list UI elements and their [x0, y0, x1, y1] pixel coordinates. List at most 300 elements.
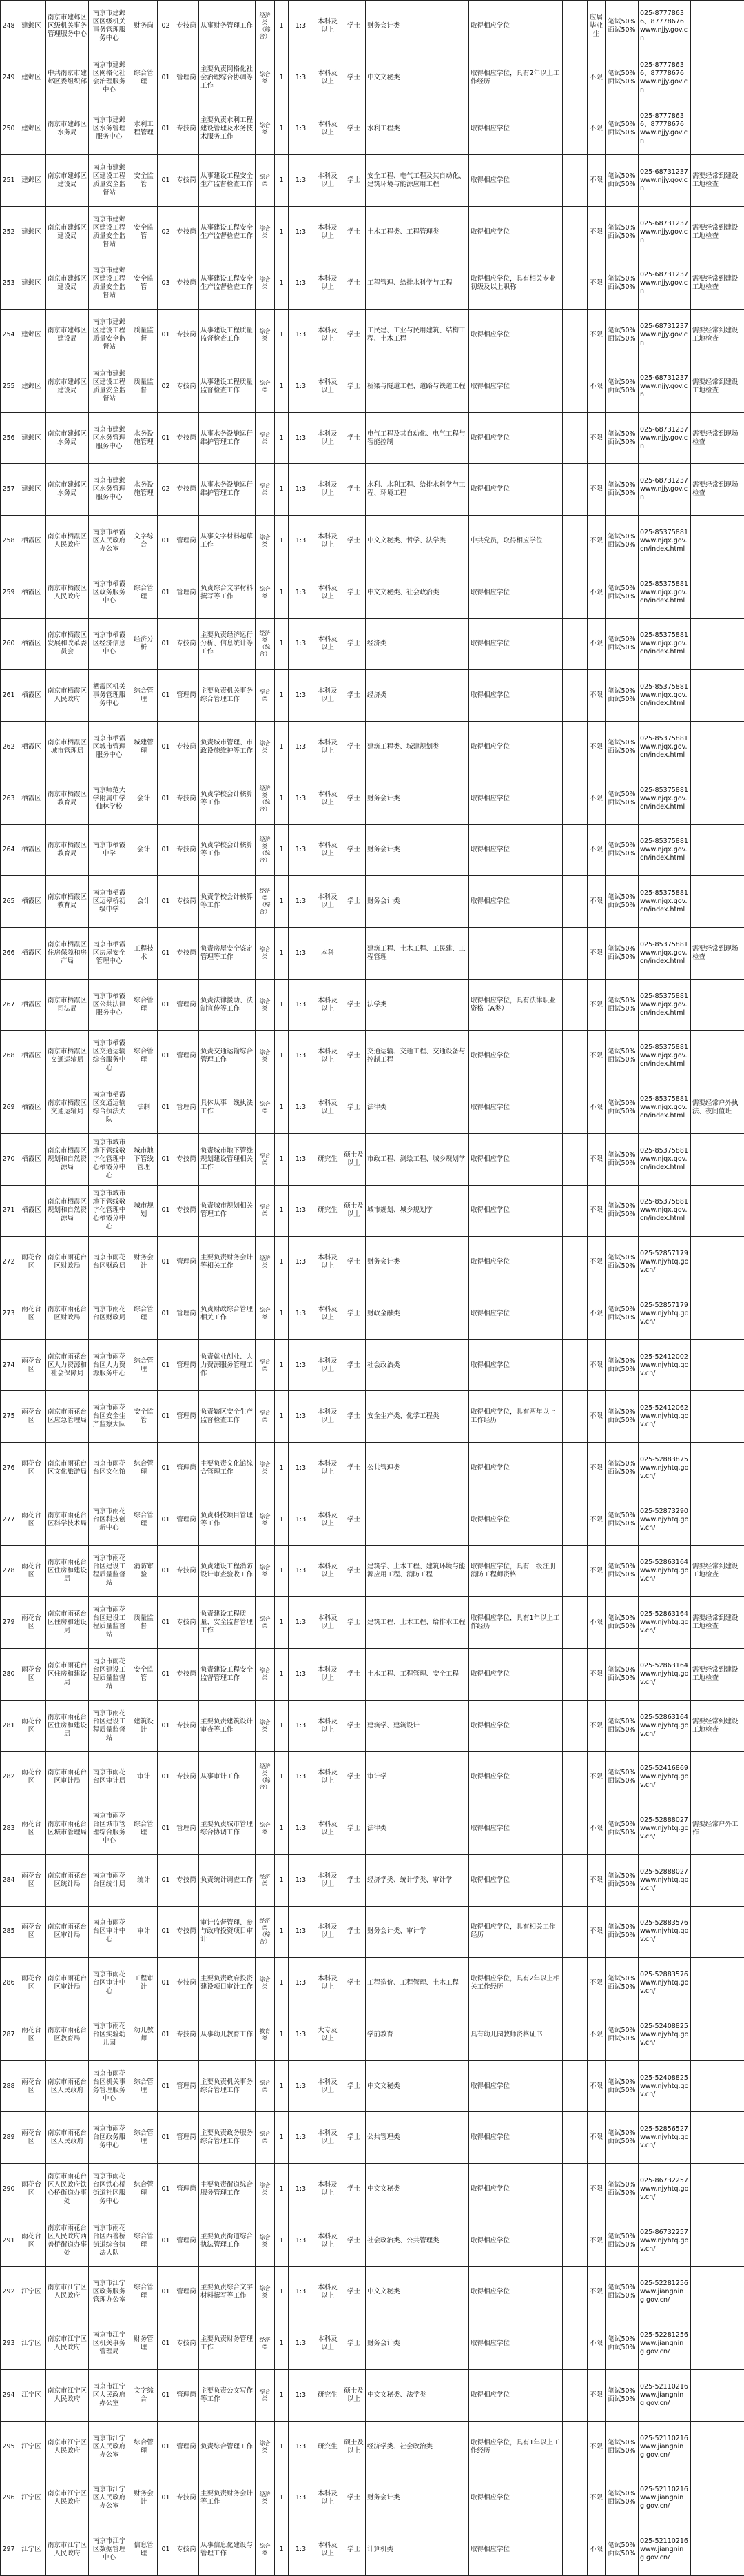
degree-cell: 学士 — [342, 155, 366, 207]
duty-cell: 负责就业创业、人力资源服务管理工作 — [199, 1339, 256, 1391]
employer-cell: 南京市栖霞区教育局 — [46, 876, 89, 928]
exam-category-cell: 综合类 — [256, 412, 275, 464]
duty-cell: 负责建设工程质量、安全监督管理工作 — [199, 1597, 256, 1649]
table-row — [1, 206, 744, 258]
scope-cell: 不限 — [588, 1700, 606, 1752]
position-type-cell: 专技岗 — [174, 773, 199, 824]
contact-cell: 025-52888027 www.njyhtq.gov.cn/ — [639, 1854, 691, 1906]
headcount-cell: 1 — [275, 1597, 289, 1649]
requirements-cell: 取得相应学位 — [469, 2524, 563, 2576]
ratio-cell: 1:3 — [289, 516, 313, 567]
district-cell: 建邺区 — [17, 412, 46, 464]
employer-cell: 南京市江宁区人民政府 — [46, 2370, 89, 2422]
position-code-cell: 02 — [158, 464, 174, 516]
district-cell: 雨花台区 — [17, 1649, 46, 1701]
employer-cell: 中共南京市建邺区委组织部 — [46, 52, 89, 103]
exam-category-cell: 经济类（综合） — [256, 876, 275, 928]
age-cell — [563, 52, 588, 103]
contact-cell: 025-87778636、87778676 www.njjy.gov.cn — [639, 1, 691, 52]
row-number-cell: 290 — [1, 2164, 17, 2215]
education-cell: 本科及以上 — [313, 2318, 342, 2370]
contact-cell: 025-85375881 www.njqx.gov.cn/index.html — [639, 567, 691, 618]
requirements-cell: 取得相应学位 — [469, 2060, 563, 2112]
scope-cell: 不限 — [588, 1391, 606, 1443]
note-cell: 需要经常到建设工地检查 — [691, 310, 744, 361]
table-row — [1, 1082, 744, 1134]
exam-method-cell: 笔试50% 面试50% — [606, 1133, 639, 1185]
district-cell: 江宁区 — [17, 2318, 46, 2370]
position-code-cell: 01 — [158, 567, 174, 618]
ratio-cell: 1:3 — [289, 206, 313, 258]
requirements-cell: 取得相应学位，具有1年以上工作经历 — [469, 1597, 563, 1649]
degree-cell: 硕士及以上 — [342, 2421, 366, 2473]
headcount-cell: 1 — [275, 979, 289, 1031]
department-cell: 南京市栖霞区人民政府办公室 — [89, 516, 130, 567]
table-row — [1, 2473, 744, 2524]
scope-cell: 不限 — [588, 722, 606, 773]
age-cell — [563, 876, 588, 928]
table-row — [1, 1391, 744, 1443]
degree-cell: 硕士及以上 — [342, 1133, 366, 1185]
exam-method-cell: 笔试50% 面试50% — [606, 1906, 639, 1958]
education-cell: 本科 — [313, 927, 342, 979]
note-cell — [691, 2112, 744, 2164]
position-code-cell: 01 — [158, 1854, 174, 1906]
employer-cell: 南京市栖霞区发展和改革委员会 — [46, 618, 89, 670]
row-number-cell: 287 — [1, 2009, 17, 2061]
major-cell: 财务会计类 — [366, 876, 469, 928]
exam-category-cell: 经济类（综合） — [256, 824, 275, 876]
requirements-cell: 取得相应学位 — [469, 824, 563, 876]
position-code-cell: 03 — [158, 258, 174, 310]
education-cell: 本科及以上 — [313, 1649, 342, 1701]
scope-cell: 不限 — [588, 2215, 606, 2266]
table-row — [1, 2524, 744, 2576]
note-cell: 需要经常户外执法、夜间值班 — [691, 1082, 744, 1134]
position-name-cell: 工程审计 — [130, 1958, 158, 2009]
department-cell: 南京师范大学附属中学仙林学校 — [89, 773, 130, 824]
education-cell: 本科及以上 — [313, 670, 342, 722]
table-row — [1, 464, 744, 516]
exam-category-cell: 综合类 — [256, 1185, 275, 1237]
degree-cell: 学士 — [342, 1494, 366, 1545]
position-code-cell: 02 — [158, 1, 174, 52]
headcount-cell: 1 — [275, 1906, 289, 1958]
district-cell: 雨花台区 — [17, 1803, 46, 1855]
exam-method-cell: 笔试50% 面试50% — [606, 1545, 639, 1597]
age-cell — [563, 1082, 588, 1134]
row-number-cell: 271 — [1, 1185, 17, 1237]
degree-cell: 学士 — [342, 412, 366, 464]
ratio-cell: 1:3 — [289, 412, 313, 464]
major-cell: 财政金融类 — [366, 1288, 469, 1339]
position-type-cell: 专技岗 — [174, 361, 199, 413]
education-cell: 本科及以上 — [313, 979, 342, 1031]
scope-cell: 不限 — [588, 1031, 606, 1082]
degree-cell: 学士 — [342, 206, 366, 258]
department-cell: 南京市雨花台区人力资源服务中心 — [89, 1339, 130, 1391]
position-type-cell: 管理岗 — [174, 2215, 199, 2266]
degree-cell: 学士 — [342, 1803, 366, 1855]
row-number-cell: 249 — [1, 52, 17, 103]
age-cell — [563, 155, 588, 207]
age-cell — [563, 722, 588, 773]
headcount-cell: 1 — [275, 1339, 289, 1391]
position-type-cell: 管理岗 — [174, 1237, 199, 1288]
department-cell: 南京市建邺区建设工程质量安全监督站 — [89, 258, 130, 310]
requirements-cell: 取得相应学位 — [469, 2473, 563, 2524]
district-cell: 建邺区 — [17, 52, 46, 103]
headcount-cell: 1 — [275, 2112, 289, 2164]
age-cell — [563, 1339, 588, 1391]
degree-cell: 学士 — [342, 361, 366, 413]
degree-cell: 学士 — [342, 1082, 366, 1134]
row-number-cell: 273 — [1, 1288, 17, 1339]
requirements-cell: 中共党员，取得相应学位 — [469, 516, 563, 567]
position-type-cell: 管理岗 — [174, 2370, 199, 2422]
ratio-cell: 1:3 — [289, 1031, 313, 1082]
position-name-cell: 城市地下管线管理 — [130, 1133, 158, 1185]
degree-cell: 学士 — [342, 1958, 366, 2009]
position-type-cell: 管理岗 — [174, 1803, 199, 1855]
duty-cell: 负责学校会计核算等工作 — [199, 824, 256, 876]
department-cell: 南京市雨花台区文化馆 — [89, 1443, 130, 1494]
headcount-cell: 1 — [275, 1700, 289, 1752]
exam-category-cell: 经济类（综合） — [256, 618, 275, 670]
position-code-cell: 01 — [158, 722, 174, 773]
age-cell — [563, 1494, 588, 1545]
age-cell — [563, 2473, 588, 2524]
headcount-cell: 1 — [275, 1185, 289, 1237]
duty-cell: 主要负责水利工程建设管理及水务技术服务工作 — [199, 103, 256, 155]
degree-cell: 学士 — [342, 1443, 366, 1494]
scope-cell: 不限 — [588, 567, 606, 618]
note-cell: 需要经常到现场检查 — [691, 464, 744, 516]
row-number-cell: 252 — [1, 206, 17, 258]
headcount-cell: 1 — [275, 1391, 289, 1443]
note-cell — [691, 1185, 744, 1237]
headcount-cell: 1 — [275, 206, 289, 258]
exam-method-cell: 笔试50% 面试50% — [606, 722, 639, 773]
requirements-cell: 取得相应学位 — [469, 464, 563, 516]
position-type-cell: 专技岗 — [174, 618, 199, 670]
employer-cell: 南京市雨花台区住房和建设局 — [46, 1700, 89, 1752]
department-cell: 南京市雨花台区财政局 — [89, 1237, 130, 1288]
contact-cell: 025-52412062 www.njyhtq.gov.cn/ — [639, 1391, 691, 1443]
district-cell: 雨花台区 — [17, 1443, 46, 1494]
department-cell: 南京市雨花台区政务服务中心 — [89, 2112, 130, 2164]
row-number-cell: 293 — [1, 2318, 17, 2370]
exam-method-cell: 笔试50% 面试50% — [606, 2370, 639, 2422]
row-number-cell: 267 — [1, 979, 17, 1031]
duty-cell: 负责建设工程安全监督管理工作 — [199, 1649, 256, 1701]
district-cell: 江宁区 — [17, 2370, 46, 2422]
exam-category-cell: 综合类 — [256, 2112, 275, 2164]
district-cell: 建邺区 — [17, 103, 46, 155]
age-cell — [563, 206, 588, 258]
major-cell: 中文文秘类、法学类 — [366, 2370, 469, 2422]
position-code-cell: 01 — [158, 1906, 174, 1958]
position-name-cell: 建筑设计 — [130, 1700, 158, 1752]
department-cell: 南京市江宁区机关事务管理局 — [89, 2318, 130, 2370]
position-name-cell: 法制 — [130, 1082, 158, 1134]
position-type-cell: 专技岗 — [174, 258, 199, 310]
major-cell: 交通运输、交通工程、交通设备与控制工程 — [366, 1031, 469, 1082]
requirements-cell: 取得相应学位 — [469, 1494, 563, 1545]
table-row — [1, 2370, 744, 2422]
requirements-cell: 取得相应学位 — [469, 1443, 563, 1494]
ratio-cell: 1:3 — [289, 1237, 313, 1288]
employer-cell: 南京市栖霞区交通运输局 — [46, 1082, 89, 1134]
position-type-cell: 专技岗 — [174, 412, 199, 464]
position-type-cell: 专技岗 — [174, 2009, 199, 2061]
scope-cell: 不限 — [588, 155, 606, 207]
headcount-cell: 1 — [275, 2215, 289, 2266]
requirements-cell: 取得相应学位 — [469, 1649, 563, 1701]
department-cell: 南京市雨花台区铁心桥街道社区服务中心 — [89, 2164, 130, 2215]
contact-cell: 025-52857179 www.njyhtq.gov.cn/ — [639, 1237, 691, 1288]
employer-cell: 南京市雨花台区人民政府 — [46, 2060, 89, 2112]
department-cell: 南京市江宁区人民政府办公室 — [89, 2421, 130, 2473]
requirements-cell: 取得相应学位 — [469, 206, 563, 258]
row-number-cell: 276 — [1, 1443, 17, 1494]
exam-method-cell: 笔试50% 面试50% — [606, 52, 639, 103]
exam-method-cell: 笔试50% 面试50% — [606, 979, 639, 1031]
contact-cell: 025-68731237 www.njjy.gov.cn — [639, 155, 691, 207]
major-cell: 财务会计类 — [366, 824, 469, 876]
contact-cell: 025-52408825 www.njyhtq.gov.cn/ — [639, 2009, 691, 2061]
duty-cell: 主要负责机关事务综合管理工作 — [199, 670, 256, 722]
employer-cell: 南京市江宁区人民政府 — [46, 2318, 89, 2370]
major-cell: 法律类 — [366, 1803, 469, 1855]
headcount-cell: 1 — [275, 1958, 289, 2009]
duty-cell: 负责城市管理、市政设施维护等工作 — [199, 722, 256, 773]
exam-method-cell: 笔试50% 面试50% — [606, 2524, 639, 2576]
scope-cell: 不限 — [588, 2060, 606, 2112]
note-cell — [691, 2421, 744, 2473]
requirements-cell: 取得相应学位 — [469, 670, 563, 722]
exam-method-cell: 笔试50% 面试50% — [606, 1443, 639, 1494]
duty-cell: 从事水务设施运行维护管理工作 — [199, 464, 256, 516]
position-name-cell: 质量监督 — [130, 361, 158, 413]
department-cell: 南京市栖霞中学 — [89, 824, 130, 876]
headcount-cell: 1 — [275, 1494, 289, 1545]
department-cell: 南京市建邺区网格化社会治理服务中心 — [89, 52, 130, 103]
position-name-cell: 会计 — [130, 876, 158, 928]
headcount-cell: 1 — [275, 155, 289, 207]
department-cell: 南京市江宁区数据管理中心 — [89, 2524, 130, 2576]
position-type-cell: 专技岗 — [174, 824, 199, 876]
exam-method-cell: 笔试50% 面试50% — [606, 1237, 639, 1288]
district-cell: 雨花台区 — [17, 1597, 46, 1649]
age-cell — [563, 2215, 588, 2266]
district-cell: 栖霞区 — [17, 1185, 46, 1237]
scope-cell: 不限 — [588, 618, 606, 670]
note-cell — [691, 773, 744, 824]
contact-cell: 025-52883875 www.njyhtq.gov.cn/ — [639, 1443, 691, 1494]
exam-category-cell: 综合类 — [256, 206, 275, 258]
age-cell — [563, 464, 588, 516]
table-row — [1, 2060, 744, 2112]
table-row — [1, 567, 744, 618]
headcount-cell: 1 — [275, 2524, 289, 2576]
education-cell: 本科及以上 — [313, 1700, 342, 1752]
scope-cell: 不限 — [588, 1545, 606, 1597]
department-cell: 南京市雨花台区审计局 — [89, 1752, 130, 1803]
row-number-cell: 275 — [1, 1391, 17, 1443]
headcount-cell: 1 — [275, 1133, 289, 1185]
degree-cell: 学士 — [342, 2266, 366, 2318]
contact-cell: 025-52416869 www.njyhtq.gov.cn/ — [639, 1752, 691, 1803]
scope-cell: 不限 — [588, 2112, 606, 2164]
position-code-cell: 01 — [158, 103, 174, 155]
contact-cell: 025-52281256 www.jiangning.gov.cn/ — [639, 2318, 691, 2370]
scope-cell: 不限 — [588, 103, 606, 155]
major-cell: 财务会计类、审计学 — [366, 1906, 469, 1958]
degree-cell: 硕士及以上 — [342, 2370, 366, 2422]
exam-category-cell: 经济类 — [256, 2318, 275, 2370]
row-number-cell: 284 — [1, 1854, 17, 1906]
contact-cell: 025-52110216 www.jiangning.gov.cn/ — [639, 2421, 691, 2473]
note-cell: 需要经常户外工作 — [691, 1803, 744, 1855]
exam-category-cell: 综合类 — [256, 1031, 275, 1082]
requirements-cell: 取得相应学位 — [469, 1288, 563, 1339]
exam-method-cell: 笔试50% 面试50% — [606, 618, 639, 670]
duty-cell: 从事幼儿教育工作 — [199, 2009, 256, 2061]
headcount-cell: 1 — [275, 670, 289, 722]
position-code-cell: 01 — [158, 2009, 174, 2061]
education-cell: 本科及以上 — [313, 618, 342, 670]
position-type-cell: 管理岗 — [174, 1031, 199, 1082]
duty-cell: 负责辖区安全生产监督检查工作 — [199, 1391, 256, 1443]
exam-method-cell: 笔试50% 面试50% — [606, 1597, 639, 1649]
exam-method-cell: 笔试50% 面试50% — [606, 1339, 639, 1391]
exam-category-cell: 综合类 — [256, 2370, 275, 2422]
requirements-cell: 取得相应学位 — [469, 310, 563, 361]
education-cell: 本科及以上 — [313, 2473, 342, 2524]
position-name-cell: 质量监督 — [130, 1597, 158, 1649]
contact-cell: 025-85375881 www.njqx.gov.cn/index.html — [639, 979, 691, 1031]
district-cell: 建邺区 — [17, 258, 46, 310]
education-cell: 本科及以上 — [313, 876, 342, 928]
exam-category-cell: 综合类 — [256, 2215, 275, 2266]
position-name-cell: 会计 — [130, 824, 158, 876]
duty-cell: 从事信息化建设与管理工作 — [199, 2524, 256, 2576]
position-type-cell: 专技岗 — [174, 155, 199, 207]
table-row — [1, 1958, 744, 2009]
contact-cell: 025-52110216 www.jiangning.gov.cn/ — [639, 2524, 691, 2576]
position-name-cell: 安全监管 — [130, 206, 158, 258]
major-cell: 水利、水利工程、给排水科学与工程、环境工程 — [366, 464, 469, 516]
position-name-cell: 财务岗 — [130, 1, 158, 52]
scope-cell: 不限 — [588, 2164, 606, 2215]
education-cell: 研究生 — [313, 2370, 342, 2422]
department-cell: 南京市栖霞区房屋安全管理中心 — [89, 927, 130, 979]
requirements-cell: 取得相应学位 — [469, 1031, 563, 1082]
scope-cell: 不限 — [588, 2318, 606, 2370]
table-row — [1, 1185, 744, 1237]
exam-category-cell: 综合类 — [256, 2421, 275, 2473]
ratio-cell: 1:3 — [289, 979, 313, 1031]
exam-method-cell: 笔试50% 面试50% — [606, 2318, 639, 2370]
contact-cell: 025-85375881 www.njqx.gov.cn/index.html — [639, 927, 691, 979]
age-cell — [563, 2318, 588, 2370]
position-name-cell: 文字综合 — [130, 2370, 158, 2422]
requirements-cell: 取得相应学位 — [469, 1133, 563, 1185]
scope-cell: 不限 — [588, 1185, 606, 1237]
position-name-cell: 会计 — [130, 773, 158, 824]
position-code-cell: 01 — [158, 2060, 174, 2112]
position-code-cell: 01 — [158, 1082, 174, 1134]
requirements-cell: 取得相应学位 — [469, 2215, 563, 2266]
row-number-cell: 281 — [1, 1700, 17, 1752]
row-number-cell: 285 — [1, 1906, 17, 1958]
position-name-cell: 综合管理 — [130, 1288, 158, 1339]
headcount-cell: 1 — [275, 1545, 289, 1597]
exam-method-cell: 笔试50% 面试50% — [606, 1185, 639, 1237]
headcount-cell: 1 — [275, 1443, 289, 1494]
requirements-cell: 取得相应学位 — [469, 1237, 563, 1288]
table-row — [1, 412, 744, 464]
district-cell: 栖霞区 — [17, 516, 46, 567]
requirements-cell: 取得相应学位，具有相关专业初级及以上职称 — [469, 258, 563, 310]
scope-cell: 不限 — [588, 1288, 606, 1339]
exam-method-cell: 笔试50% 面试50% — [606, 310, 639, 361]
district-cell: 建邺区 — [17, 155, 46, 207]
duty-cell: 负责城市地下管线规划建设管理相关工作 — [199, 1133, 256, 1185]
major-cell: 中文文秘类 — [366, 2266, 469, 2318]
department-cell: 南京市雨花台区审计中心 — [89, 1958, 130, 2009]
requirements-cell: 取得相应学位 — [469, 2318, 563, 2370]
contact-cell: 025-85375881 www.njqx.gov.cn/index.html — [639, 516, 691, 567]
contact-cell: 025-52408825 www.njyhtq.gov.cn/ — [639, 2060, 691, 2112]
contact-cell: 025-86732257 www.njyhtq.gov.cn/ — [639, 2215, 691, 2266]
position-name-cell: 安全监管 — [130, 155, 158, 207]
degree-cell: 学士 — [342, 1, 366, 52]
duty-cell: 从事建设工程安全生产监督检查工作 — [199, 206, 256, 258]
contact-cell: 025-85375881 www.njqx.gov.cn/index.html — [639, 670, 691, 722]
employer-cell: 南京市雨花台区审计局 — [46, 1958, 89, 2009]
age-cell — [563, 258, 588, 310]
major-cell — [366, 1494, 469, 1545]
row-number-cell: 255 — [1, 361, 17, 413]
duty-cell: 从事文字材料起草工作 — [199, 516, 256, 567]
employer-cell: 南京市建邺区建设局 — [46, 206, 89, 258]
department-cell: 栖霞区机关事务管理服务中心 — [89, 670, 130, 722]
ratio-cell: 1:3 — [289, 2112, 313, 2164]
exam-category-cell: 经济类 — [256, 1854, 275, 1906]
note-cell — [691, 2215, 744, 2266]
position-code-cell: 01 — [158, 412, 174, 464]
position-name-cell: 综合管理 — [130, 2421, 158, 2473]
contact-cell: 025-52888027 www.njyhtq.gov.cn/ — [639, 1803, 691, 1855]
education-cell: 本科及以上 — [313, 1443, 342, 1494]
table-row — [1, 618, 744, 670]
major-cell: 城市规划、城乡规划学 — [366, 1185, 469, 1237]
district-cell: 栖霞区 — [17, 824, 46, 876]
note-cell: 需要经常到建设工地检查 — [691, 1700, 744, 1752]
contact-cell: 025-68731237 www.njjy.gov.cn — [639, 310, 691, 361]
row-number-cell: 295 — [1, 2421, 17, 2473]
position-code-cell: 01 — [158, 1133, 174, 1185]
row-number-cell: 248 — [1, 1, 17, 52]
row-number-cell: 257 — [1, 464, 17, 516]
employer-cell: 南京市雨花台区审计局 — [46, 1752, 89, 1803]
age-cell — [563, 1288, 588, 1339]
note-cell — [691, 2164, 744, 2215]
exam-method-cell: 笔试50% 面试50% — [606, 2215, 639, 2266]
note-cell — [691, 670, 744, 722]
